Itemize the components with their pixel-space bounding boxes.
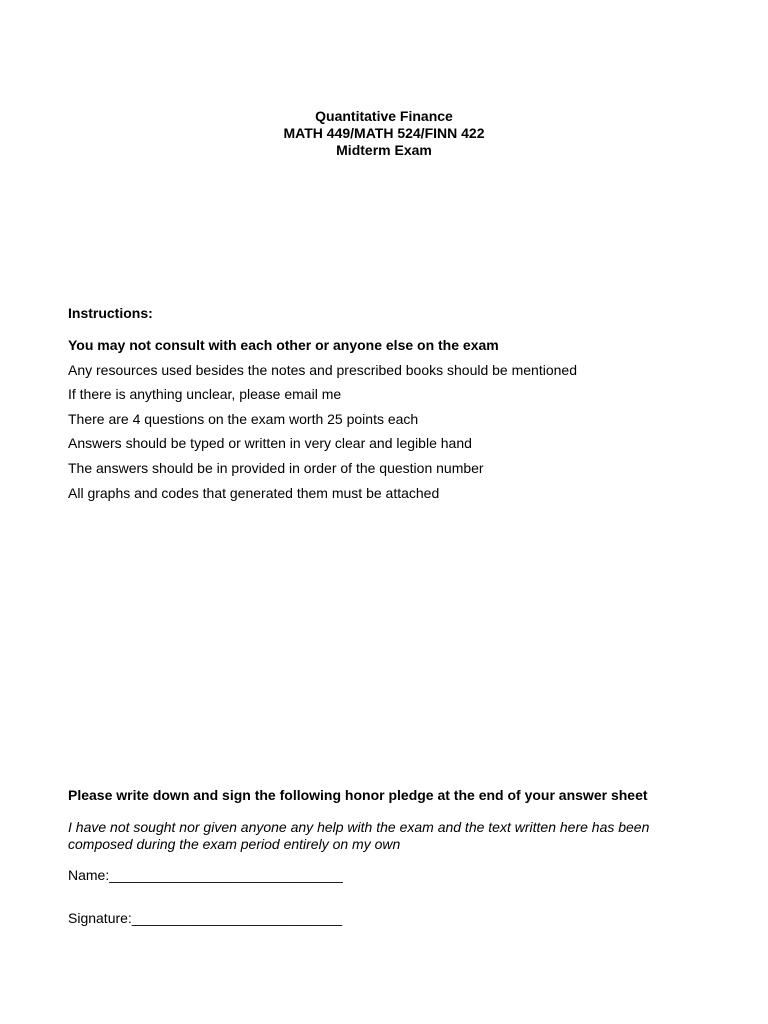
instruction-rule: There are 4 questions on the exam worth 25 points each [68, 410, 419, 427]
instruction-rule: All graphs and codes that generated them must be attached [68, 484, 440, 501]
course-title: Quantitative Finance [315, 108, 453, 124]
signature-field: Signature:___________________________ [68, 910, 343, 926]
title-block [0, 108, 768, 159]
exam-name: Midterm Exam [336, 142, 432, 158]
pledge-text: I have not sought nor given anyone any help with the exam and the text written here has been composed during the exam period entirely on my own [68, 819, 650, 852]
instruction-rule-bold: You may not consult with each other or anyone else on the exam [68, 337, 499, 353]
instruction-rule: Answers should be typed or written in very clear and legible hand [68, 435, 472, 452]
honor-pledge-section [68, 787, 708, 927]
name-field: Name:______________________________ [68, 867, 343, 883]
pledge-heading: Please write down and sign the following honor pledge at the end of your answer sheet [68, 787, 648, 803]
instruction-rule: Any resources used besides the notes and prescribed books should be mentioned [68, 361, 577, 378]
instruction-rule: If there is anything unclear, please email me [68, 386, 342, 403]
instructions-heading: Instructions: [68, 305, 153, 321]
instruction-rule: The answers should be in provided in order of the question number [68, 459, 484, 476]
course-codes: MATH 449/MATH 524/FINN 422 [283, 125, 485, 141]
instructions-section [68, 305, 708, 509]
